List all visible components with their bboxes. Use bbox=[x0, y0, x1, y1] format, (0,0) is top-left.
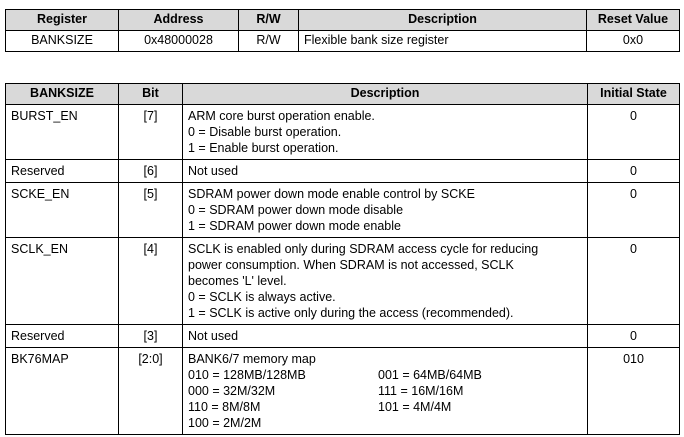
description-line: power consumption. When SDRAM is not accessed, SCLK bbox=[188, 258, 514, 272]
description-line: Not used bbox=[188, 329, 239, 343]
memory-map-title: BANK6/7 memory map bbox=[188, 352, 316, 366]
header-description: Description bbox=[299, 10, 587, 31]
memory-map-option: 101 = 4M/4M bbox=[378, 400, 452, 414]
field-initial-state: 0 bbox=[588, 183, 680, 238]
field-description bbox=[183, 160, 588, 183]
header-register: Register bbox=[6, 10, 119, 31]
memory-map-option: 110 = 8M/8M bbox=[188, 400, 261, 414]
table-row bbox=[6, 238, 680, 325]
register-summary-table bbox=[5, 9, 680, 52]
field-name: BK76MAP bbox=[6, 348, 119, 435]
field-description bbox=[183, 238, 588, 325]
field-bit: [6] bbox=[119, 160, 183, 183]
field-name: SCLK_EN bbox=[6, 238, 119, 325]
description-line: 0 = Disable burst operation. bbox=[188, 125, 342, 139]
field-bit: [3] bbox=[119, 325, 183, 348]
description-line: Not used bbox=[188, 164, 239, 178]
header-bit: Bit bbox=[119, 84, 183, 105]
register-name: BANKSIZE bbox=[6, 31, 119, 52]
field-name: BURST_EN bbox=[6, 105, 119, 160]
description-line: 1 = SDRAM power down mode enable bbox=[188, 219, 401, 233]
field-description bbox=[183, 105, 588, 160]
header-bit-description: Description bbox=[183, 84, 588, 105]
table-row bbox=[6, 183, 680, 238]
memory-map-option: 010 = 128MB/128MB bbox=[188, 368, 306, 382]
register-rw: R/W bbox=[239, 31, 299, 52]
description-line: 0 = SDRAM power down mode disable bbox=[188, 203, 404, 217]
description-line: 0 = SCLK is always active. bbox=[188, 290, 336, 304]
field-bit: [4] bbox=[119, 238, 183, 325]
memory-map-option: 000 = 32M/32M bbox=[188, 384, 276, 398]
memory-map-option: 100 = 2M/2M bbox=[188, 416, 262, 430]
header-address: Address bbox=[119, 10, 239, 31]
field-name: Reserved bbox=[6, 160, 119, 183]
field-bit: [2:0] bbox=[119, 348, 183, 435]
field-initial-state: 0 bbox=[588, 325, 680, 348]
description-line: ARM core burst operation enable. bbox=[188, 109, 375, 123]
table-row bbox=[6, 105, 680, 160]
description-line: 1 = SCLK is active only during the access (recommended). bbox=[188, 306, 514, 320]
header-initial-state: Initial State bbox=[588, 84, 680, 105]
field-description bbox=[183, 325, 588, 348]
bitfield-table bbox=[5, 83, 680, 435]
memory-map-option: 001 = 64MB/64MB bbox=[378, 368, 482, 382]
field-bit: [7] bbox=[119, 105, 183, 160]
table-row bbox=[6, 31, 680, 52]
register-description: Flexible bank size register bbox=[299, 31, 587, 52]
memory-map-options bbox=[188, 367, 582, 431]
description-line: SCLK is enabled only during SDRAM access cycle for reducing bbox=[188, 242, 539, 256]
field-bit: [5] bbox=[119, 183, 183, 238]
field-initial-state: 010 bbox=[588, 348, 680, 435]
register-address: 0x48000028 bbox=[119, 31, 239, 52]
field-name: SCKE_EN bbox=[6, 183, 119, 238]
description-line: becomes 'L' level. bbox=[188, 274, 287, 288]
register-reset-value: 0x0 bbox=[587, 31, 680, 52]
field-initial-state: 0 bbox=[588, 160, 680, 183]
field-initial-state: 0 bbox=[588, 105, 680, 160]
field-initial-state: 0 bbox=[588, 238, 680, 325]
field-description bbox=[183, 348, 588, 435]
bitfield-table-header bbox=[6, 84, 680, 105]
table-row bbox=[6, 160, 680, 183]
field-name: Reserved bbox=[6, 325, 119, 348]
table-row bbox=[6, 325, 680, 348]
description-line: SDRAM power down mode enable control by SCKE bbox=[188, 187, 475, 201]
register-table-header bbox=[6, 10, 680, 31]
header-reset-value: Reset Value bbox=[587, 10, 680, 31]
table-row bbox=[6, 348, 680, 435]
description-line: 1 = Enable burst operation. bbox=[188, 141, 339, 155]
header-rw: R/W bbox=[239, 10, 299, 31]
memory-map-option: 111 = 16M/16M bbox=[378, 384, 464, 398]
header-banksize: BANKSIZE bbox=[6, 84, 119, 105]
field-description bbox=[183, 183, 588, 238]
